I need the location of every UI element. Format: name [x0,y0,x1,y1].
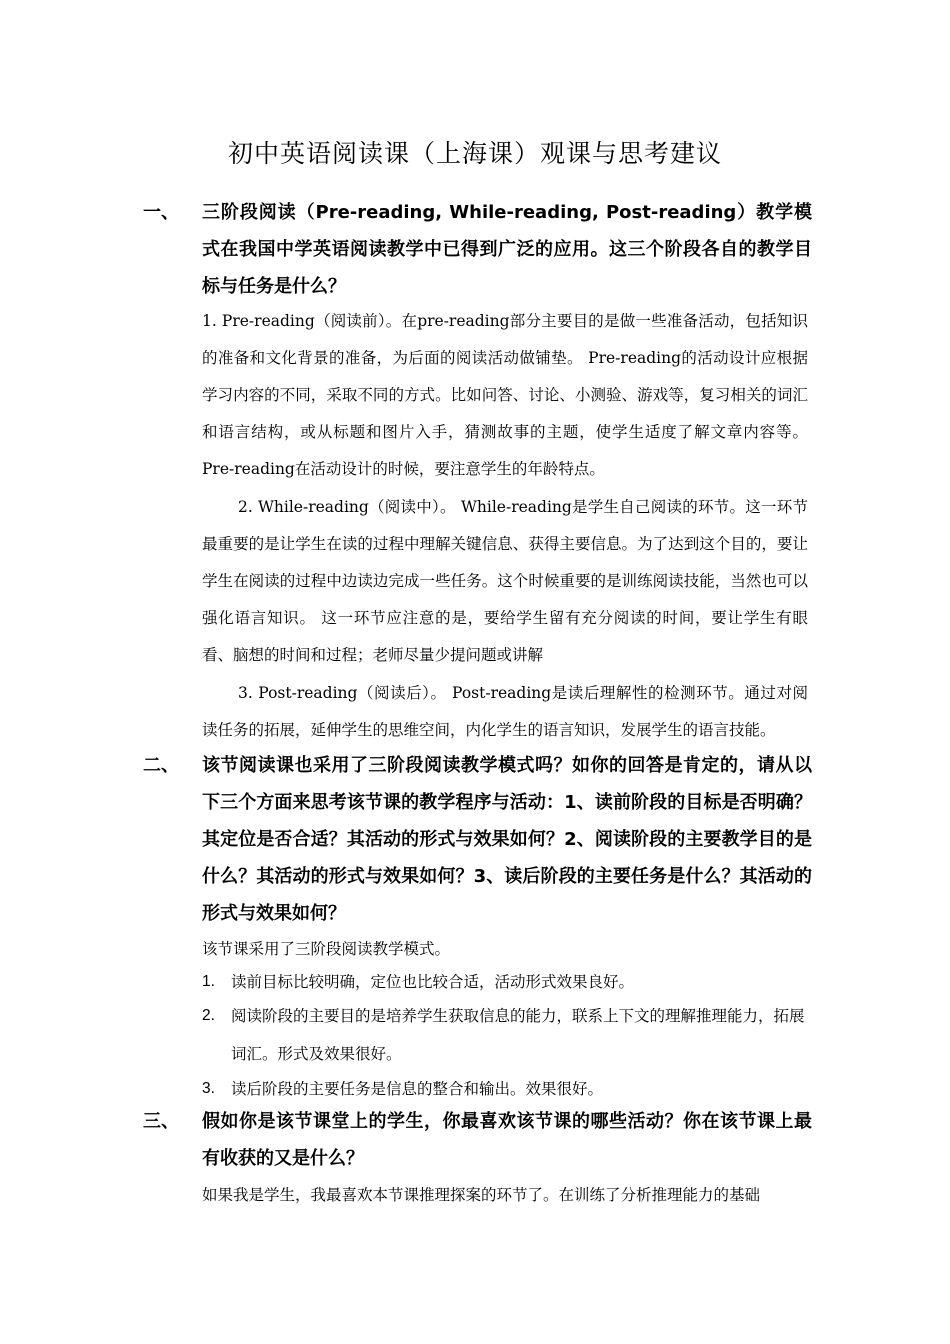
question-text: 三阶段阅读（Pre-reading, While-reading, Post-reading）教学模式在我国中学英语阅读教学中已得到广泛的应用。这三个阶段各自的教学目标与任务是什么？ [202,202,812,297]
list-item-text: 阅读阶段的主要目的是培养学生获取信息的能力，联系上下文的理解推理能力，拓展词汇。形式及效果很好。 [231,1007,805,1063]
section-number: 二、 [143,755,179,776]
question-text: 该节阅读课也采用了三阶段阅读教学模式吗？如你的回答是肯定的，请从以下三个方面来思考该节课的教学程序与活动：1、读前阶段的目标是否明确？其定位是否合适？其活动的形式与效果如何？2、阅读阶段的主要教学目的是什么？其活动的形式与效果如何？3、读后阶段的主要任务是什么？其活动的形式与效果如何？ [202,755,812,924]
section-number: 三、 [143,1111,179,1132]
section-number: 一、 [143,202,179,223]
list-item-text: 读前目标比较明确，定位也比较合适，活动形式效果良好。 [231,973,635,991]
section-1-paragraph-post-reading: 3. Post-reading（阅读后）。 Post-reading是读后理解性的检测环节。通过对阅读任务的拓展，延伸学生的思维空间，内化学生的语言知识，发展学生的语言技能。 [202,684,808,739]
section-2-intro: 该节课采用了三阶段阅读教学模式。 [202,940,451,958]
list-item-text: 读后阶段的主要任务是信息的整合和输出。效果很好。 [231,1080,604,1098]
list-item-number: 2. [202,1007,215,1024]
section-1-paragraph-while-reading: 2. While-reading（阅读中）。 While-reading是学生自己阅读的环节。这一环节最重要的是让学生在读的过程中理解关键信息、获得主要信息。为了达到这个目的，要让学生在阅读的过程中边读边完成一些任务。这个时候重要的是训练阅读技能，当然也可以强化语言知识。 这一环节应注意的是，要给学生留有充分阅读的时间，要让学生有眼看、脑想的时间和过程；老师尽量少提问题或讲解 [202,498,808,664]
list-item-number: 1. [202,973,215,990]
question-text: 假如你是该节课堂上的学生，你最喜欢该节课的哪些活动？你在该节课上最有收获的又是什么？ [202,1111,812,1169]
section-1-paragraph-pre-reading: 1. Pre-reading（阅读前）。在pre-reading部分主要目的是做一些准备活动，包括知识的准备和文化背景的准备，为后面的阅读活动做铺垫。 Pre-reading的活动设计应根据学习内容的不同，采取不同的方式。比如问答、讨论、小测验、游戏等，复习相关的词汇和语言结构，或从标题和图片入手，猜测故事的主题，使学生适度了解文章内容等。 Pre-reading在活动设计的时候，要注意学生的年龄特点。 [202,312,808,478]
list-item-number: 3. [202,1080,215,1097]
document-title: 初中英语阅读课（上海课）观课与思考建议 [227,139,722,168]
section-3-answer: 如果我是学生，我最喜欢本节课推理探案的环节了。在训练了分析推理能力的基础 [202,1186,761,1204]
